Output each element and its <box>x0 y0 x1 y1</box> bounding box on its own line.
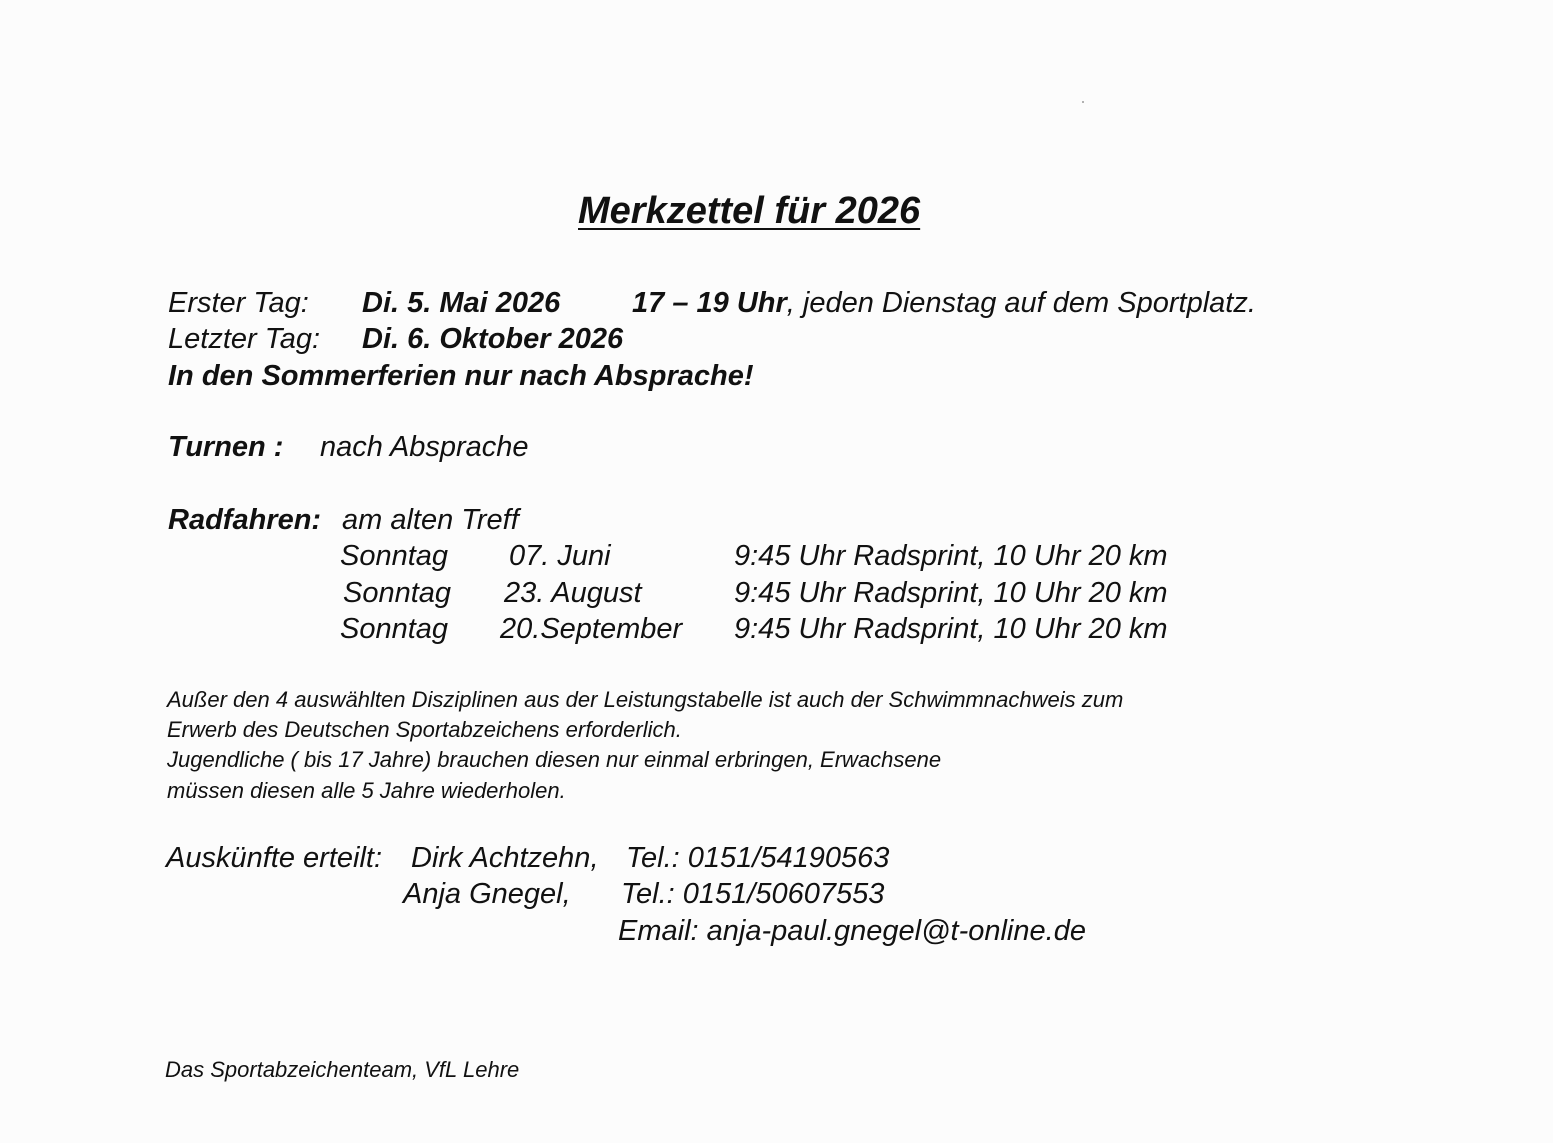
scan-speck <box>1082 101 1084 103</box>
event-day: Sonntag <box>343 577 452 609</box>
contact-person2-tel: Tel.: 0151/50607553 <box>621 878 885 910</box>
event-info: 9:45 Uhr Radsprint, 10 Uhr 20 km <box>734 577 1168 609</box>
radfahren-label: Radfahren: <box>168 504 322 536</box>
event-info: 9:45 Uhr Radsprint, 10 Uhr 20 km <box>734 613 1168 645</box>
turnen-value: nach Absprache <box>320 431 529 463</box>
contact-person2-name: Anja Gnegel, <box>403 878 571 910</box>
contact-label: Auskünfte erteilt: <box>166 842 382 874</box>
contact-person1-name: Dirk Achtzehn, <box>411 842 599 874</box>
radfahren-location: am alten Treff <box>342 504 519 536</box>
turnen-label: Turnen : <box>168 431 284 463</box>
last-day-date: Di. 6. Oktober 2026 <box>362 323 624 355</box>
event-day: Sonntag <box>340 540 449 572</box>
event-info: 9:45 Uhr Radsprint, 10 Uhr 20 km <box>734 540 1168 572</box>
event-date: 20.September <box>500 613 683 645</box>
first-day-date: Di. 5. Mai 2026 <box>362 287 561 319</box>
document-title: Merkzettel für 2026 <box>578 190 921 232</box>
event-day: Sonntag <box>340 613 449 645</box>
signature: Das Sportabzeichenteam, VfL Lehre <box>165 1057 520 1082</box>
event-date: 07. Juni <box>509 540 611 572</box>
first-day-rest: , jeden Dienstag auf dem Sportplatz. <box>786 287 1256 319</box>
contact-email: Email: anja-paul.gnegel@t-online.de <box>618 915 1086 947</box>
summer-note: In den Sommerferien nur nach Absprache! <box>168 360 754 392</box>
first-day-label: Erster Tag: <box>168 287 309 319</box>
note-line: Außer den 4 auswählten Disziplinen aus der Leistungstabelle ist auch der Schwimmnachweis zum <box>167 687 1124 712</box>
first-day-time-line <box>632 287 1256 320</box>
contact-person1-tel: Tel.: 0151/54190563 <box>626 842 890 874</box>
first-day-time: 17 – 19 Uhr <box>632 287 787 319</box>
note-line: Erwerb des Deutschen Sportabzeichens erforderlich. <box>167 717 682 742</box>
event-date: 23. August <box>504 577 642 609</box>
last-day-label: Letzter Tag: <box>168 323 321 355</box>
note-line: Jugendliche ( bis 17 Jahre) brauchen diesen nur einmal erbringen, Erwachsene <box>167 747 942 772</box>
note-line: müssen diesen alle 5 Jahre wiederholen. <box>167 778 566 803</box>
